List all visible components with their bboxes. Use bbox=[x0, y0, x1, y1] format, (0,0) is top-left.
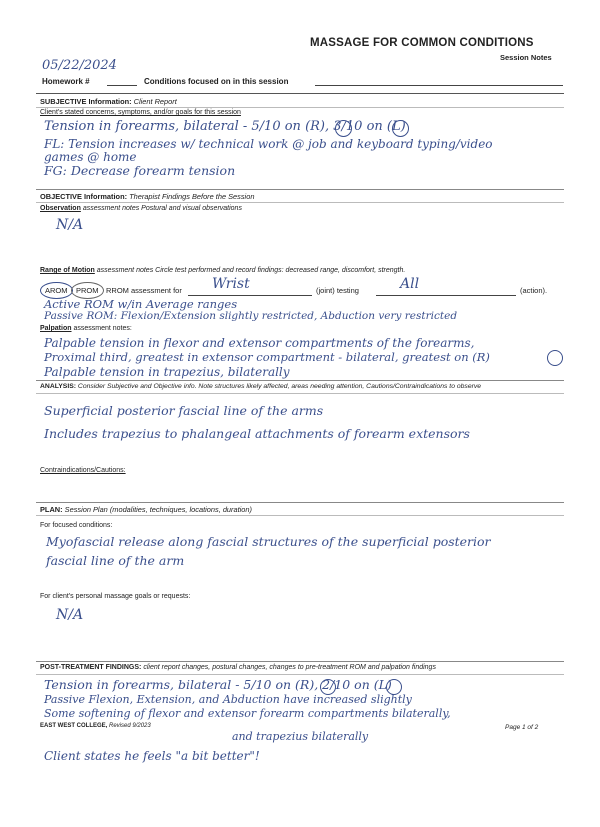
palpation-line: Proximal third, greatest in extensor compartment - bilateral, greatest on (R) bbox=[44, 350, 490, 364]
footer-page: Page 1 of 2 bbox=[505, 724, 539, 731]
contraindications-label: Contraindications/Cautions: bbox=[40, 467, 126, 474]
joint-blank[interactable] bbox=[188, 295, 312, 296]
conditions-blank[interactable] bbox=[315, 85, 563, 86]
rom-line: Passive ROM: Flexion/Extension slightly restricted, Abduction very restricted bbox=[44, 310, 458, 322]
post-sub-rule bbox=[36, 674, 564, 675]
rom-line: Active ROM w/in Average ranges bbox=[44, 297, 238, 311]
subjective-line: Tension in forearms, bilateral - 5/10 on (R), 3/10 on (L) bbox=[44, 119, 406, 134]
observation-sub: assessment notes Postural and visual observations bbox=[82, 205, 242, 212]
subjective-heading bbox=[40, 97, 177, 106]
right-circle-mark bbox=[547, 350, 563, 366]
plan-heading bbox=[40, 505, 252, 514]
focused-line: fascial line of the arm bbox=[46, 553, 185, 568]
subjective-heading-text: SUBJECTIVE Information: bbox=[40, 97, 132, 106]
subjective-heading-sub: Client Report bbox=[133, 97, 177, 106]
analysis-line: Superficial posterior fascial line of the arms bbox=[44, 403, 324, 418]
plan-sub-rule bbox=[36, 515, 564, 516]
palpation-label: Palpation bbox=[40, 325, 72, 332]
palpation-line: Palpable tension in flexor and extensor compartments of the forearms, bbox=[44, 336, 475, 350]
analysis-heading-sub: Consider Subjective and Objective info. Note structures likely affected, areas needing attention, Cautions/Contraindications to observe bbox=[77, 383, 482, 390]
homework-blank[interactable] bbox=[107, 85, 137, 86]
conditions-label: Conditions focused on in this session bbox=[144, 77, 289, 86]
objective-heading-text: OBJECTIVE Information: bbox=[40, 192, 128, 201]
objective-sub-rule bbox=[36, 202, 564, 203]
observation-label: Observation bbox=[40, 205, 81, 212]
post-rule bbox=[36, 661, 564, 662]
header-rule bbox=[36, 93, 564, 94]
palpation-line: Palpable tension in trapezius, bilaterally bbox=[44, 365, 290, 379]
focused-label: For focused conditions: bbox=[40, 522, 113, 529]
prom-option[interactable]: PROM bbox=[71, 282, 104, 299]
right-circle-mark bbox=[335, 120, 352, 137]
observation-value: N/A bbox=[56, 217, 84, 233]
post-line: Passive Flexion, Extension, and Abduction have increased slightly bbox=[44, 693, 412, 706]
analysis-line: Includes trapezius to phalangeal attachments of forearm extensors bbox=[44, 426, 470, 441]
palpation-heading bbox=[40, 325, 132, 332]
subjective-rule bbox=[36, 107, 564, 108]
observation-heading bbox=[40, 205, 242, 212]
footer-college bbox=[40, 723, 151, 729]
post-line: and trapezius bilaterally bbox=[232, 730, 369, 743]
plan-heading-text: PLAN: bbox=[40, 505, 63, 514]
left-circle-mark bbox=[392, 120, 409, 137]
plan-heading-sub: Session Plan (modalities, techniques, locations, duration) bbox=[64, 505, 252, 514]
footer-college-name: EAST WEST COLLEGE, bbox=[40, 723, 108, 729]
post-line: Some softening of flexor and extensor forearm compartments bilaterally, bbox=[44, 707, 451, 720]
joint-label: (joint) testing bbox=[316, 286, 359, 295]
goals-value: N/A bbox=[56, 607, 84, 623]
subjective-line: FL: Tension increases w/ technical work @ job and keyboard typing/video bbox=[44, 137, 493, 151]
subjective-line: games @ home bbox=[44, 150, 137, 164]
post-line: Tension in forearms, bilateral - 5/10 on (R), 2/10 on (L) bbox=[44, 677, 392, 692]
objective-heading-sub: Therapist Findings Before the Session bbox=[129, 192, 255, 201]
focused-line: Myofascial release along fascial structures of the superficial posterior bbox=[46, 534, 491, 549]
rom-label: Range of Motion bbox=[40, 267, 95, 274]
action-blank[interactable] bbox=[376, 295, 516, 296]
arom-option[interactable]: AROM bbox=[40, 282, 73, 299]
joint-value: Wrist bbox=[212, 276, 250, 292]
analysis-heading bbox=[40, 383, 481, 390]
homework-label: Homework # bbox=[42, 77, 90, 86]
analysis-heading-text: ANALYSIS: bbox=[40, 383, 77, 390]
post-heading-text: POST-TREATMENT FINDINGS: bbox=[40, 664, 142, 671]
subjective-line: FG: Decrease forearm tension bbox=[44, 163, 236, 178]
rom-sub: assessment notes Circle test performed and record findings: decreased range, discomfort, strength. bbox=[96, 267, 406, 274]
post-line: Client states he feels "a bit better"! bbox=[44, 749, 260, 763]
footer-revised: Revised 9/2023 bbox=[109, 723, 151, 729]
post-heading-sub: client report changes, postural changes, changes to pre-treatment ROM and palpation findings bbox=[143, 664, 436, 671]
action-value: All bbox=[400, 276, 420, 292]
form-title: MASSAGE FOR COMMON CONDITIONS bbox=[310, 37, 534, 49]
session-date: 05/22/2024 bbox=[42, 58, 117, 73]
analysis-sub-rule bbox=[36, 393, 564, 394]
subjective-prompt: Client's stated concerns, symptoms, and/or goals for this session bbox=[40, 109, 241, 116]
analysis-rule bbox=[36, 380, 564, 381]
palpation-sub: assessment notes: bbox=[73, 325, 132, 332]
post-heading bbox=[40, 664, 436, 671]
form-subtitle: Session Notes bbox=[500, 53, 552, 62]
rom-heading bbox=[40, 267, 405, 274]
rrom-label: RROM assessment for bbox=[106, 286, 182, 295]
plan-rule bbox=[36, 502, 564, 503]
goals-label: For client's personal massage goals or requests: bbox=[40, 593, 191, 600]
action-label: (action). bbox=[520, 286, 548, 295]
objective-heading bbox=[40, 192, 254, 201]
objective-rule bbox=[36, 189, 564, 190]
